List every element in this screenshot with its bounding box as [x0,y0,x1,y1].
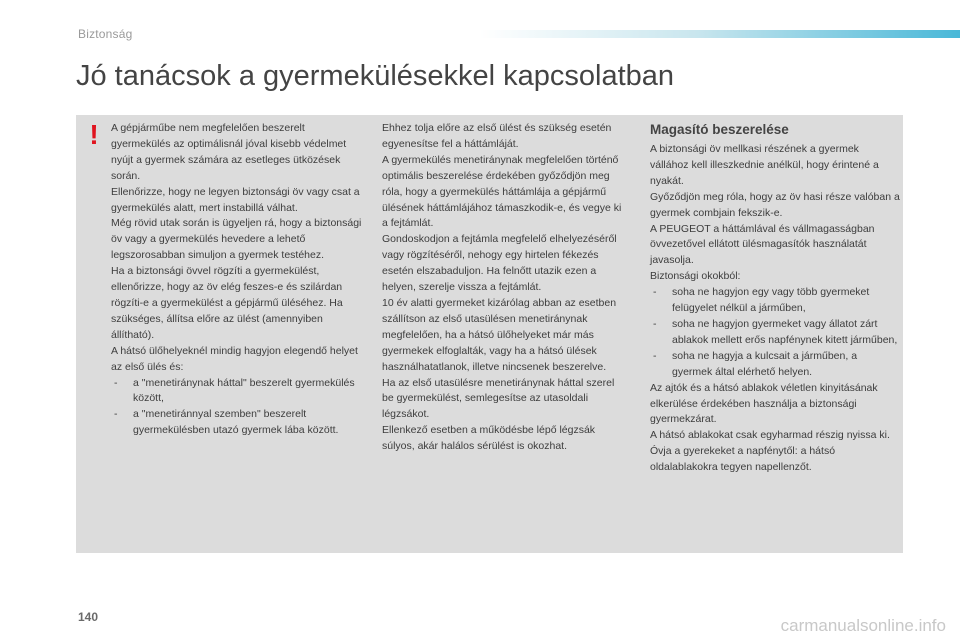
list-item: - soha ne hagyja a kulcsait a járműben, a gyermek által elérhető helyen. [653,349,858,378]
exclamation-icon: ! [89,119,99,150]
list-item: - a "menetiránynak háttal" beszerelt gyermekülés között, [114,376,355,405]
paragraph: A gyermekülés menetiránynak megfelelően történő optimális beszerelése érdekében győződjön meg róla, hogy a gyermekülés háttámlája a gépjármű ülésének háttámlájához támaszkodik-e, és vegye ki a fejtámlát. [382,153,622,230]
dash-marker: - [653,349,657,362]
paragraph: A hátsó ablakokat csak egyharmad részig nyissa ki. [650,429,890,442]
paragraph: Óvja a gyerekeket a napfénytől: a hátsó oldalablakokra tegyen napellenzőt. [650,445,836,474]
paragraph: A biztonsági öv mellkasi részének a gyermek vállához kell illeszkednie anélkül, hogy érintené a nyakát. [650,143,879,187]
page-number: 140 [78,610,99,624]
dash-marker: - [114,376,118,389]
paragraph: Az ajtók és a hátsó ablakok véletlen kinyitásának elkerülése érdekében használja a biztonsági gyermekzárat. [650,381,878,426]
list-item: - soha ne hagyjon gyermeket vagy állatot zárt ablakok mellett erős napfénynek kitett járműben, [653,317,898,346]
dash-marker: - [653,317,657,330]
paragraph: Ellenkező esetben a működésbe lépő légzsák súlyos, akár halálos sérülést is okozhat. [382,424,596,453]
paragraph: A gépjárműbe nem megfelelően beszerelt gyermekülés az optimálisnál jóval kisebb védelmet nyújt a gyermek számára az esetleges ütközések során. [111,122,347,182]
column-right [650,142,900,476]
paragraph: Ha az első utasülésre menetiránynak háttal szerel be gyermekülést, semlegesítse az utasoldali légzsákot. [382,376,615,421]
section-heading: Magasító beszerelése [650,122,789,137]
paragraph: A hátsó ülőhelyeknél mindig hagyjon elegendő helyet az első ülés és: [111,344,358,373]
paragraph: Ha a biztonsági övvel rögzíti a gyermekülést, ellenőrizze, hogy az öv elég feszes-e és szilárdan rögzíti-e a gyermekülést a gépjármű üléséhez. Ha szükséges, állítsa előre az ülést (amennyiben állítható). [111,265,343,341]
paragraph: Ellenőrizze, hogy ne legyen biztonsági öv vagy csat a gyermekülés alatt, mert instabillá válhat. [111,185,360,214]
paragraph: Gondoskodjon a fejtámla megfelelő elhelyezéséről vagy rögzítéséről, nehogy egy hirtelen fékezés esetén elszabaduljon. Ha felnőtt utazik ezen a helyen, szerelje vissza a fejtámlát. [382,233,617,294]
paragraph: 10 év alatti gyermeket kizárólag abban az esetben szállítson az első utasülésen menetiránynak megfelelően, ha a hátsó ülőhelyeket már más gyermekek elfoglalták, vagy ha a hátsó ülések használhatatlanok, illetve nincsenek beszerelve. [382,296,617,373]
watermark: carmanualsonline.info [780,616,946,635]
header-accent-line [480,30,960,38]
paragraph: Még rövid utak során is ügyeljen rá, hogy a biztonsági öv vagy a gyermekülés hevedere a lehető legszorosabban simuljon a gyermek testéhez. [111,217,362,262]
column-left [111,121,367,439]
list-item: - a "menetiránnyal szemben" beszerelt gyermekülésben utazó gyermek lába között. [114,408,339,437]
dash-marker: - [653,286,657,299]
column-middle [382,121,628,455]
paragraph: A PEUGEOT a háttámlával és vállmagasságban övvezetővel ellátott ülésmagasítók használatát javasolja. [650,222,875,267]
list-intro: Biztonsági okokból: [650,270,741,283]
paragraph: Győződjön meg róla, hogy az öv hasi része valóban a gyermek combjain fekszik-e. [650,190,900,219]
section-label: Biztonság [78,27,133,41]
dash-marker: - [114,408,118,421]
paragraph: Ehhez tolja előre az első ülést és szükség esetén egyenesítse fel a háttámláját. [382,122,612,150]
list-item: - soha ne hagyjon egy vagy több gyermeket felügyelet nélkül a járműben, [653,286,870,315]
page-title: Jó tanácsok a gyermekülésekkel kapcsolatban [76,60,675,92]
